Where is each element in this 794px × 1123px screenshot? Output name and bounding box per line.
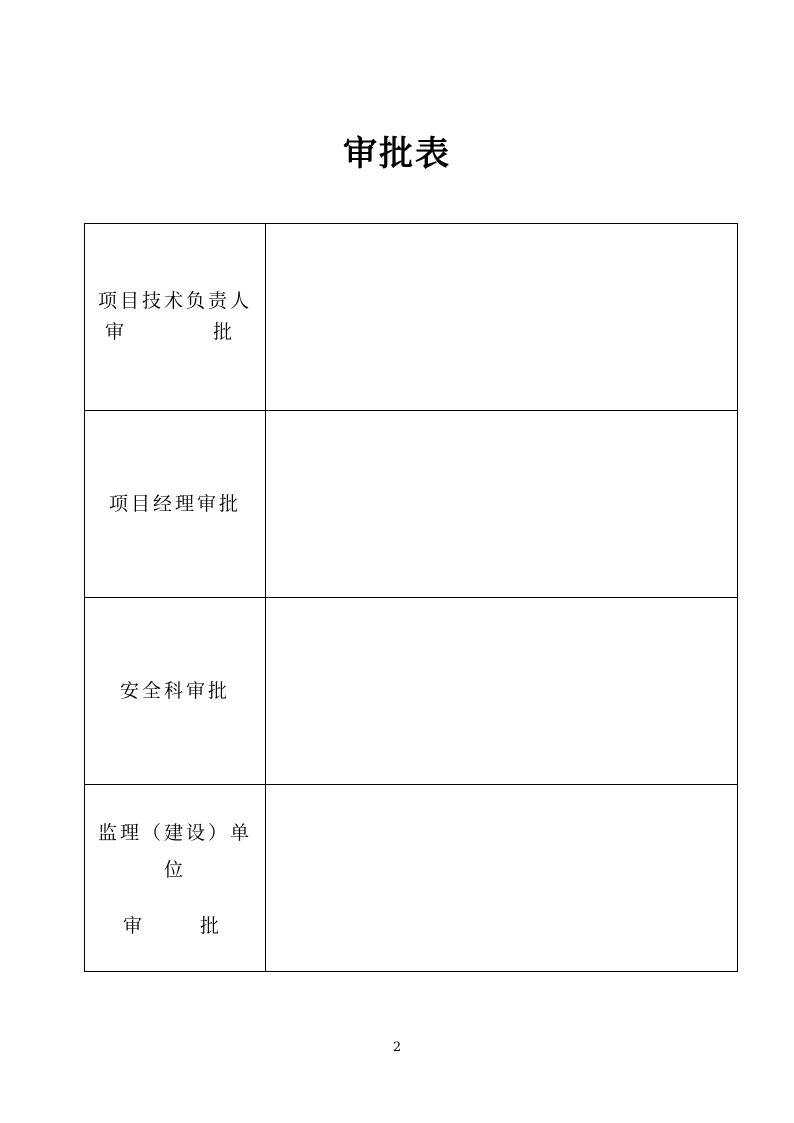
row-label-tech-lead — [85, 224, 266, 411]
approval-table — [84, 223, 738, 972]
row-label-supervision-unit — [85, 785, 266, 972]
label-line: 位 — [163, 858, 186, 881]
table-row — [85, 224, 738, 411]
label-line-spread — [85, 317, 265, 348]
label-line: 安全科审批 — [119, 679, 230, 702]
label-line: 项目经理审批 — [108, 492, 241, 515]
approval-content-safety-dept[interactable] — [266, 598, 738, 785]
label-line: 项目技术负责人 — [97, 290, 252, 312]
table-row — [85, 598, 738, 785]
row-label-safety-dept — [85, 598, 266, 785]
label-char: 审 — [105, 321, 125, 343]
label-char: 审 — [123, 914, 143, 937]
label-line: 监理（建设）单 — [97, 821, 252, 844]
table-row — [85, 785, 738, 972]
page-number: 2 — [392, 1040, 402, 1055]
label-char: 批 — [212, 321, 232, 343]
approval-content-tech-lead[interactable] — [266, 224, 738, 411]
document-title: 审批表 — [343, 134, 451, 174]
label-char: 批 — [199, 914, 219, 937]
approval-content-project-manager[interactable] — [266, 411, 738, 598]
table-row — [85, 411, 738, 598]
approval-content-supervision-unit[interactable] — [266, 785, 738, 972]
label-line-spread — [85, 911, 265, 942]
row-label-project-manager — [85, 411, 266, 598]
